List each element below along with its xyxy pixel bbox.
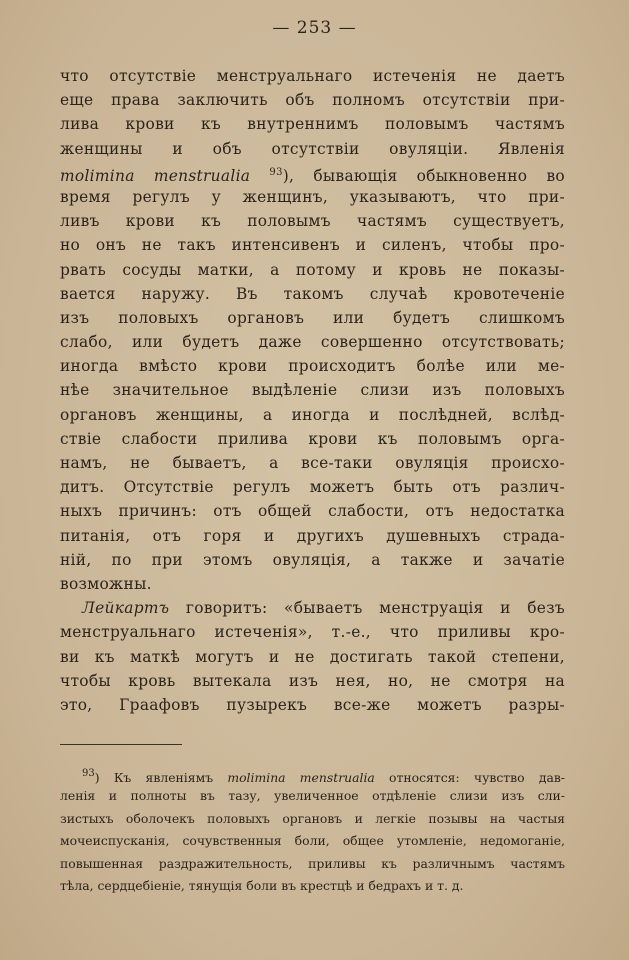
text-line: время регулъ у женщинъ, указываютъ, что при- [60, 187, 565, 206]
text-line: но онъ не такъ интенсивенъ и силенъ, чтобы про- [60, 236, 565, 255]
text-line: ній, по при этомъ овуляція, а также и зачатіе [60, 550, 565, 569]
footnote [60, 763, 565, 897]
text-line: ви къ маткѣ могутъ и не достигать такой степени, [60, 647, 565, 666]
text-line: иногда вмѣсто крови происходитъ болѣе или ме- [60, 357, 565, 376]
text-line: изъ половыхъ органовъ или будетъ слишкомъ [60, 308, 565, 327]
paragraph-start-line: Лейкартъ говоритъ: «бываетъ менструація и безъ [82, 599, 565, 618]
text-line: лива крови къ внутреннимъ половымъ частямъ [60, 115, 565, 134]
footnote-line: зистыхъ оболочекъ половыхъ органовъ и легкіе позывы на частыя [60, 810, 565, 826]
text-line: менструальнаго истеченія», т.-е., что приливы кро- [60, 623, 565, 642]
text-line: molimina menstrualia $^{93}$), бывающія обыкновенно во [60, 166, 565, 185]
footnote-line: мочеиспусканія, сочувственныя боли, общее утомленіе, недомоганіе, [60, 833, 565, 849]
author-name: Лейкартъ [82, 599, 170, 618]
text-line: слабо, или будетъ даже совершенно отсутствовать; [60, 333, 565, 352]
text-line: дитъ. Отсутствіе регулъ можетъ быть отъ различ- [60, 478, 565, 497]
text-line: ныхъ причинъ: отъ общей слабости, отъ недостатка [60, 502, 565, 521]
latin-term: molimina menstrualia [227, 770, 375, 785]
footnote-line: повышенная раздражительность, приливы къ различнымъ частямъ [60, 855, 565, 871]
text-line: нѣе значительное выдѣленіе слизи изъ половыхъ [60, 381, 565, 400]
footnote-line: $^{93}$) Къ явленіямъ molimina menstrualia относятся: чувство дав- [82, 768, 565, 785]
text-line: это, Граафовъ пузырекъ все-же можетъ разры- [60, 695, 565, 714]
latin-term: molimina menstrualia [60, 166, 251, 185]
page-number: — 253 — [272, 18, 357, 38]
text-line: намъ, не бываетъ, а все-таки овуляція происхо- [60, 454, 565, 472]
footnote-divider [60, 744, 182, 745]
text-line: что отсутствіе менструальнаго истеченія не даетъ [60, 67, 565, 85]
main-text [60, 64, 565, 717]
footnote-ref: 93 [269, 166, 283, 178]
text-line: ливъ крови къ половымъ частямъ существуетъ, [60, 212, 565, 231]
text-line: рвать сосуды матки, а потому и кровь не показы- [60, 260, 565, 279]
text-line: женщины и объ отсутствіи овуляціи. Явленія [60, 139, 565, 158]
text-line: еще права заключить объ полномъ отсутствіи при- [60, 91, 565, 110]
text-line: ствіе слабости прилива крови къ половымъ орга- [60, 429, 565, 448]
text-line: чтобы кровь вытекала изъ нея, но, не смотря на [60, 671, 565, 690]
text-line: возможны. [60, 574, 152, 593]
footnote-line: ленія и полноты въ тазу, увеличенное отдѣленіе слизи изъ сли- [60, 788, 565, 804]
text-line: органовъ женщины, а иногда и послѣдней, вслѣд- [60, 405, 565, 424]
footnote-number: 93 [82, 768, 95, 779]
text-line: питанія, отъ горя и другихъ душевныхъ страда- [60, 526, 565, 545]
text-line: вается наружу. Въ такомъ случаѣ кровотеченіе [60, 284, 565, 303]
footnote-line: тѣла, сердцебіеніе, тянущія боли въ крестцѣ и бедрахъ и т. д. [60, 877, 464, 893]
